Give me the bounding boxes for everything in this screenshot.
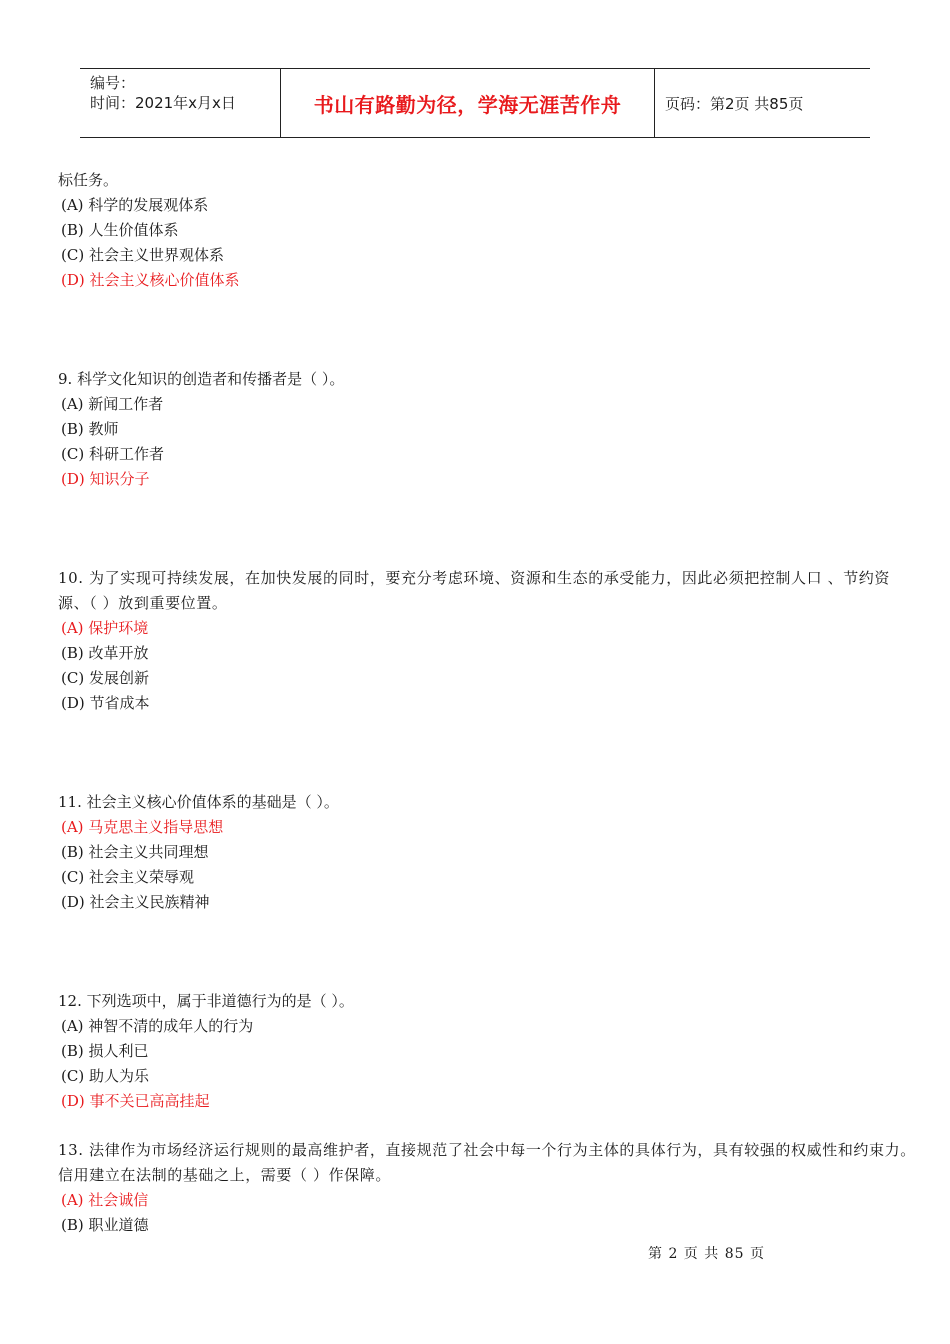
question-list [58, 168, 918, 1238]
option-d-correct: (D) 知识分子 [61, 470, 150, 488]
option-b: (B) 教师 [61, 420, 119, 438]
page-footer: 第 2 页 共 85 页 [648, 1246, 765, 1262]
option-c: (C) 社会主义荣辱观 [61, 868, 194, 886]
option-a: (A) 神智不清的成年人的行为 [61, 1017, 254, 1035]
option-c: (C) 助人为乐 [61, 1067, 149, 1085]
option-b: (B) 损人利已 [61, 1042, 149, 1060]
option-a-correct: (A) 社会诚信 [61, 1191, 149, 1209]
option-b: (B) 职业道德 [61, 1216, 149, 1234]
question-stem: 9. 科学文化知识的创造者和传播者是（ ）。 [58, 370, 345, 388]
option-a: (A) 科学的发展观体系 [61, 196, 209, 214]
option-d-correct: (D) 事不关已高高挂起 [61, 1092, 210, 1110]
header-page-info: 页码：第2页 共85页 [665, 94, 804, 113]
option-b: (B) 改革开放 [61, 644, 149, 662]
header-meta [80, 69, 281, 137]
question-stem: 11. 社会主义核心价值体系的基础是（ ）。 [58, 793, 339, 811]
document-number-label: 编号： [90, 74, 136, 92]
option-a-correct: (A) 保护环境 [61, 619, 149, 637]
document-date: 时间：2021年x月x日 [90, 94, 236, 112]
question-12 [58, 989, 918, 1114]
option-d-correct: (D) 社会主义核心价值体系 [61, 271, 240, 289]
option-b: (B) 社会主义共同理想 [61, 843, 209, 861]
question-10 [58, 566, 918, 716]
option-a-correct: (A) 马克思主义指导思想 [61, 818, 224, 836]
option-b: (B) 人生价值体系 [61, 221, 179, 239]
option-d: (D) 节省成本 [61, 694, 150, 712]
question-stem: 12. 下列选项中，属于非道德行为的是（ ）。 [58, 992, 354, 1010]
page-header [80, 68, 870, 138]
question-13 [58, 1138, 918, 1238]
option-a: (A) 新闻工作者 [61, 395, 164, 413]
option-c: (C) 社会主义世界观体系 [61, 246, 224, 264]
option-c: (C) 发展创新 [61, 669, 149, 687]
option-d: (D) 社会主义民族精神 [61, 893, 210, 911]
question-stem-continued: 标任务。 [58, 171, 119, 189]
header-motto: 书山有路勤为径，学海无涯苦作舟 [281, 69, 655, 137]
question-stem: 10. 为了实现可持续发展，在加快发展的同时，要充分考虑环境、资源和生态的承受能力，因此必须把控制人口 、节约资源、（ ）放到重要位置。 [58, 569, 890, 612]
question-11 [58, 790, 918, 915]
continued-question [58, 168, 918, 293]
option-c: (C) 科研工作者 [61, 445, 164, 463]
question-9 [58, 367, 918, 492]
question-stem: 13. 法律作为市场经济运行规则的最高维护者，直接规范了社会中每一个行为主体的具体行为，具有较强的权威性和约束力。信用建立在法制的基础之上，需要（ ）作保障。 [58, 1141, 916, 1184]
